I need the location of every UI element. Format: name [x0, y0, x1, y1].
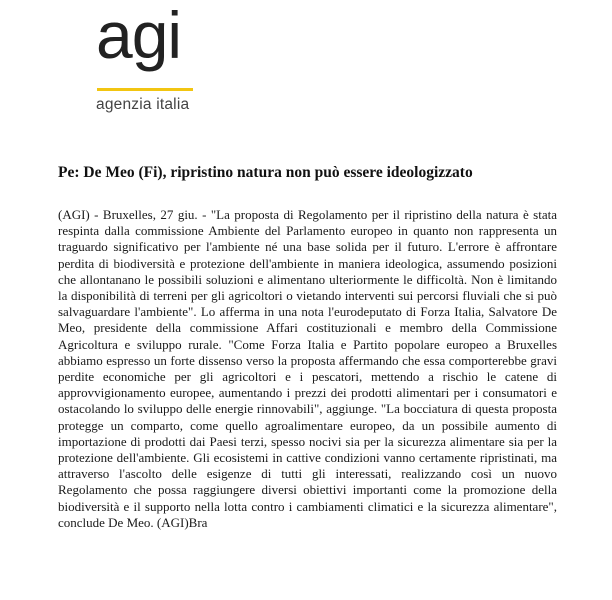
logo-wordmark: agi	[96, 0, 182, 72]
article-body: (AGI) - Bruxelles, 27 giu. - "La proposta di Regolamento per il ripristino della natura è stata respinta dalla commissione Ambiente del Parlamento europeo in quanto non rappresenta un traguardo significativo per l'ambiente né una base solida per il futuro. L'errore è affrontare perdita di biodiversità e protezione dell'ambiente in maniera ideologica, assumendo posizioni che allontanano le possibili soluzioni e alimentano ulteriormente le difficoltà. Non è limitando la disponibilità di terreni per gli agricoltori o vietando interventi sui percorsi fluviali che si può salvaguardare l'ambiente". Lo afferma in una nota l'eurodeputato di Forza Italia, Salvatore De Meo, presidente della commissione Affari costituzionali e membro della Commissione Agricoltura e sviluppo rurale. "Come Forza Italia e Partito popolare europeo a Bruxelles abbiamo espresso un forte dissenso verso la proposta affermando che essa comporterebbe gravi perdite economiche per gli agricoltori e i pescatori, mettendo a rischio le catene di approvvigionamento europee, aumentando i prezzi dei prodotti alimentari per i consumatori e ostacolando lo sviluppo delle energie rinnovabili", aggiunge. "La bocciatura di questa proposta protegge un comparto, come quello agroalimentare europeo, da un possibile aumento di importazione di prodotti dai Paesi terzi, spesso nocivi sia per la sicurezza alimentare sia per la protezione dell'ambiente. Gli ecosistemi in cattive condizioni vanno certamente ripristinati, ma attraverso l'ascolto delle esigenze di tutti gli interessati, realizzando così un nuovo Regolamento che possa raggiungere diversi obiettivi importanti come la promozione della biodiversità e il supporto nella lotta contro i cambiamenti climatici e la sicurezza alimentare", conclude De Meo. (AGI)Bra	[58, 207, 557, 530]
logo-accent-bar	[97, 88, 193, 91]
agi-logo	[96, 2, 206, 122]
article-headline: Pe: De Meo (Fi), ripristino natura non può essere ideologizzato	[58, 164, 473, 181]
logo-subtitle: agenzia italia	[96, 96, 190, 113]
